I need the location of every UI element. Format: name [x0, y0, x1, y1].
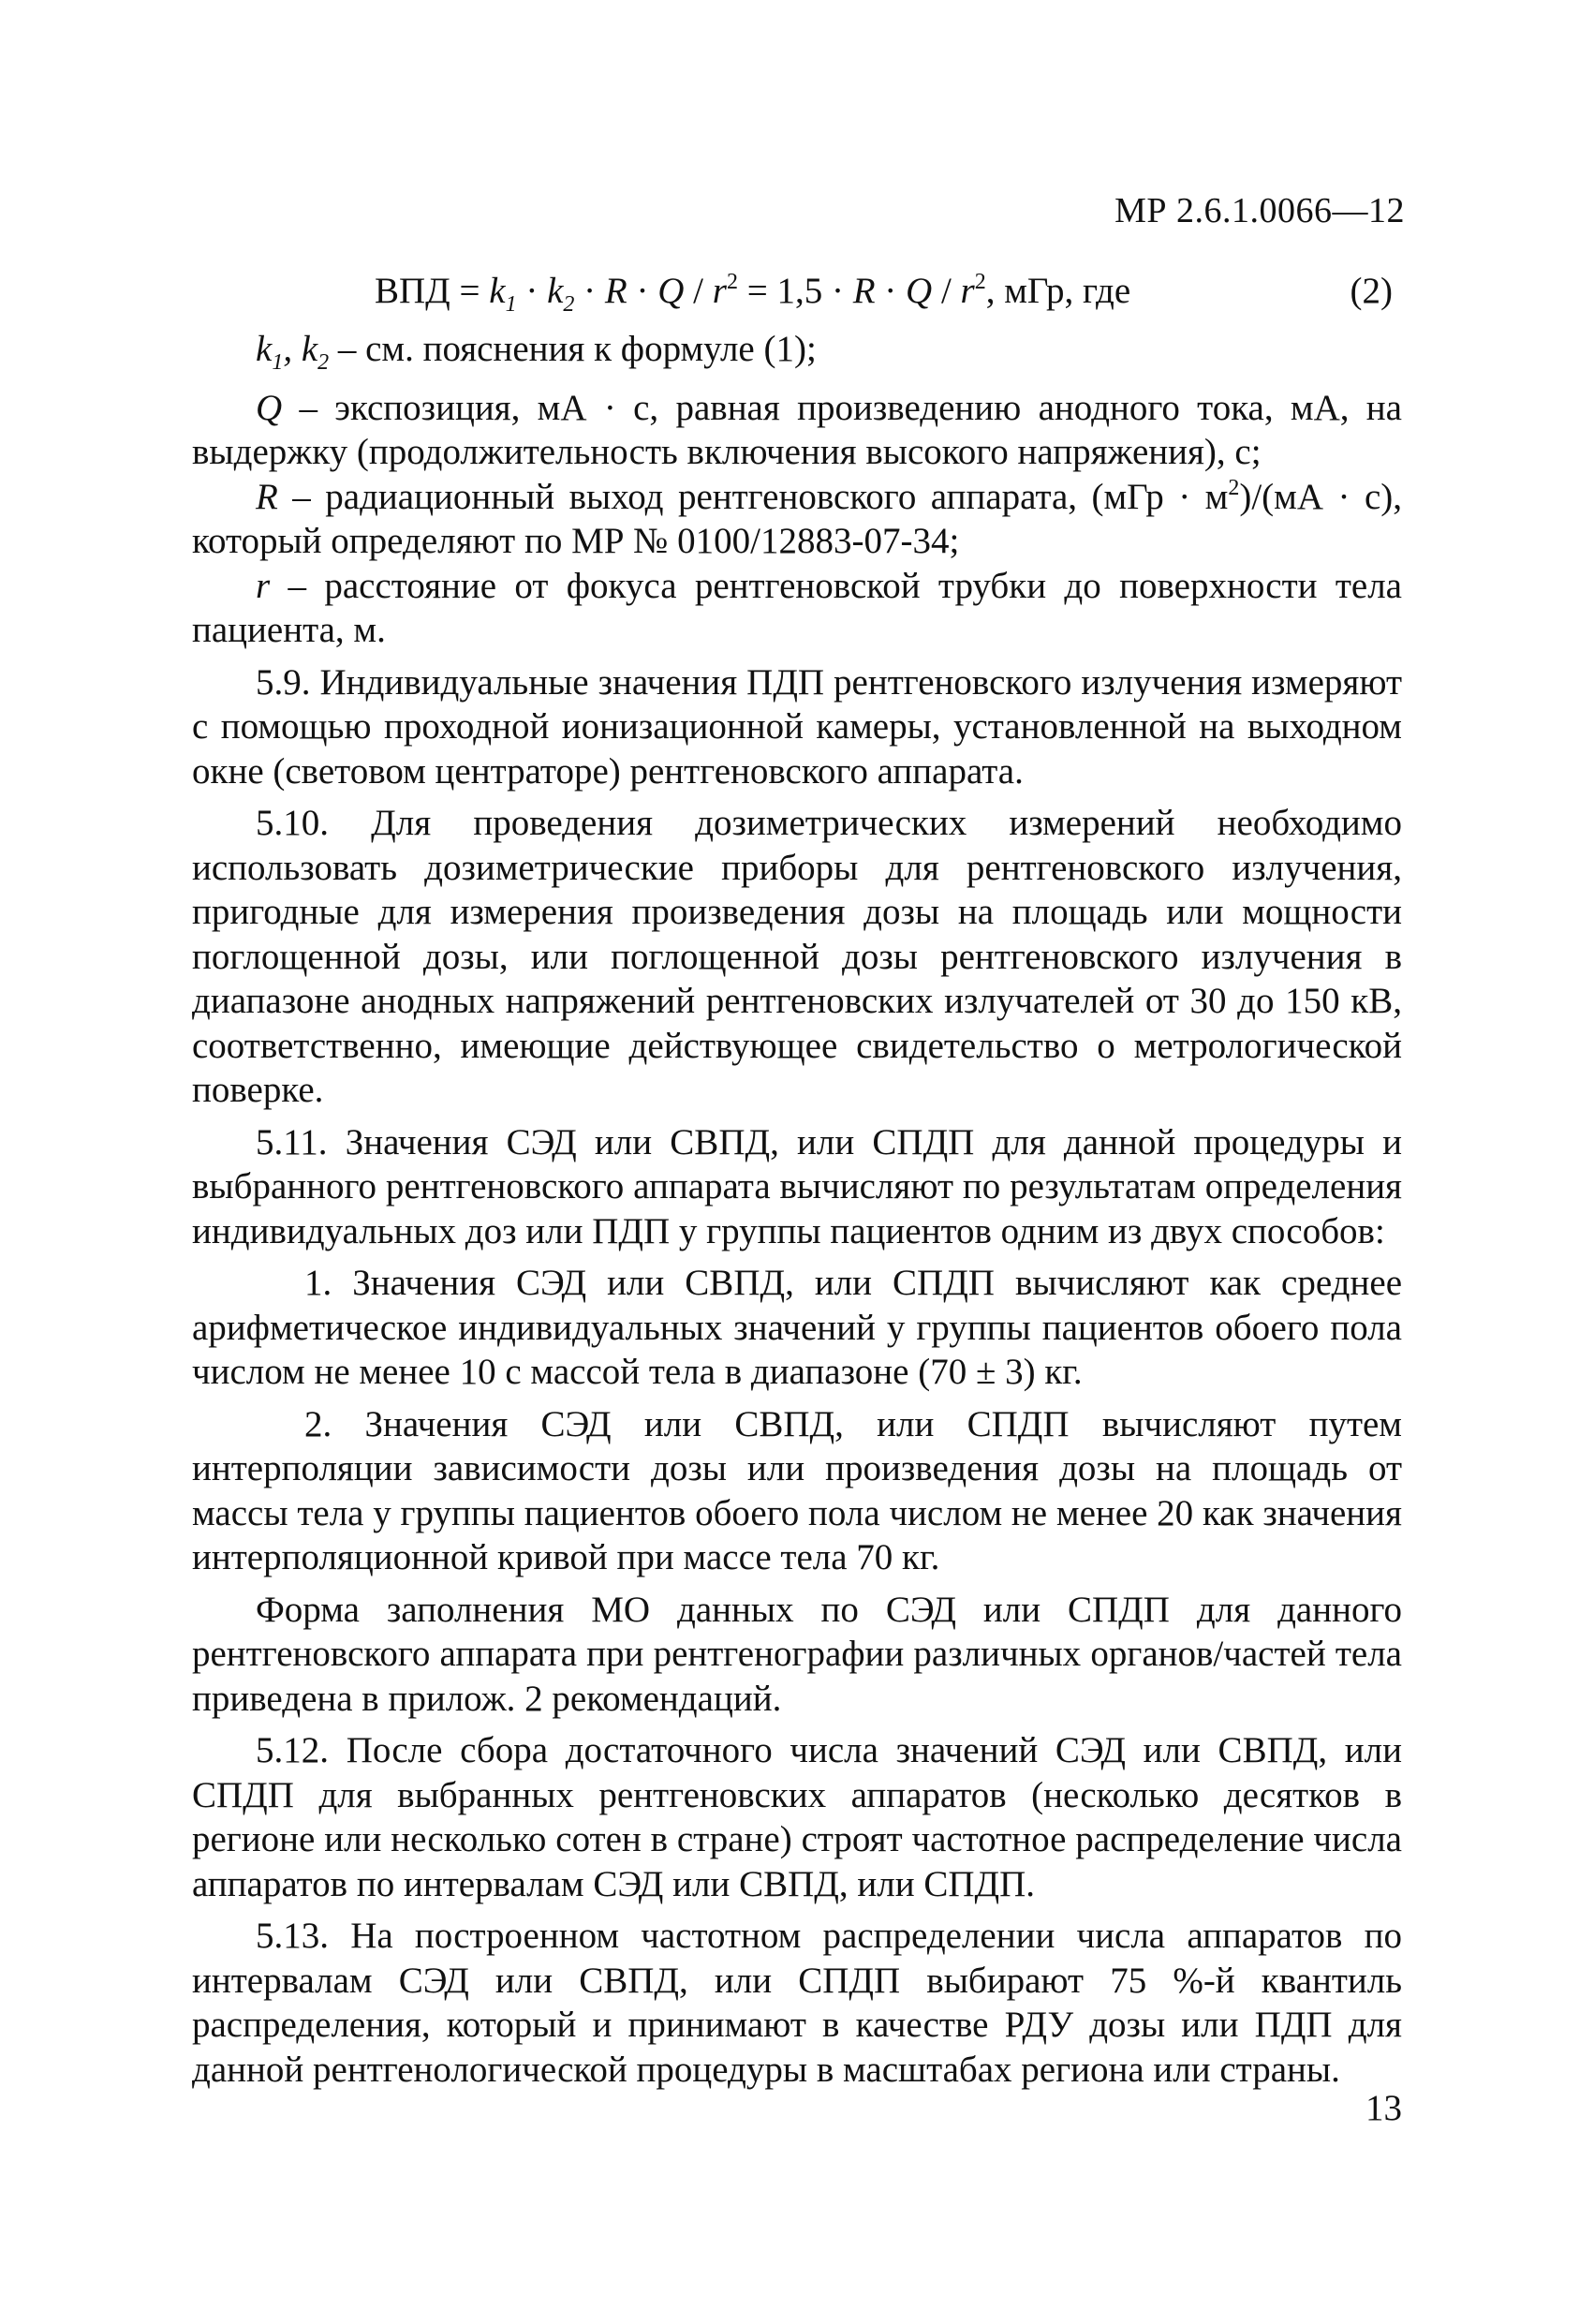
paragraph-5-13: 5.13. На построенном частотном распределении числа аппаратов по интервалам СЭД или СВПД, или СПДП выбирают 75 %-й квантиль распределения, который и принимают в качестве РДУ дозы или ПДП для данной рентгенологической процедуры в масштабах региона или страны. — [192, 1916, 1402, 2090]
formula-lhs: ВПД — [375, 271, 450, 311]
page-number: 13 — [1365, 2088, 1402, 2128]
formula-r2: R — [852, 271, 876, 311]
def-r-text-b: )/(мА · с), который определяют по МР № 0100/12883-07-34; — [192, 476, 1402, 562]
paragraph-5-11: 5.11. Значения СЭД или СВПД, или СПДП для данной процедуры и выбранного рентгеновского аппарата вычисляют по результатам определения индивидуальных доз или ПДП у группы пациентов одним из двух способов: — [192, 1121, 1402, 1251]
def-k-text: – см. пояснения к формуле (1); — [329, 329, 817, 370]
def-q-text: – экспозиция, мА · с, равная произведению анодного тока, мА, на выдержку (продолжительность включения высокого напряжения), с; — [192, 387, 1402, 473]
formula-k2: k — [547, 271, 564, 311]
formula-r1: R — [604, 271, 627, 311]
def-dist-text: – расстояние от фокуса рентгеновской трубки до поверхности тела пациента, м. — [192, 565, 1402, 651]
formula-k2-sub: 2 — [563, 291, 575, 317]
formula-dist2: r — [960, 271, 975, 311]
page-body — [192, 269, 1402, 2092]
def-r-text-sup: 2 — [1228, 475, 1240, 500]
def-q-var: Q — [256, 387, 283, 428]
formula-expression: ВПД = $k_1 \cdot k_2 \cdot R \cdot Q / r^2 = 1,5 \cdot R \cdot Q / r^2$, мГр, где — [375, 270, 1131, 317]
formula-coef: 1,5 — [776, 271, 823, 311]
def-r-var: R — [256, 476, 278, 517]
def-dist-var: r — [256, 565, 271, 606]
def-r-text-a: – радиационный выход рентгеновского аппарата, (мГр · м — [277, 476, 1229, 517]
def-r — [192, 475, 1402, 564]
formula-q1: Q — [657, 271, 685, 311]
formula-number: (2) — [1350, 271, 1393, 311]
paragraph-5-11-method-1: 1. Значения СЭД или СВПД, или СПДП вычисляют как среднее арифметическое индивидуальных значений у группы пациентов обоего пола числом не менее 10 с массой тела в диапазоне (70 ± 3) кг. — [192, 1263, 1402, 1393]
paragraph-5-12: 5.12. После сбора достаточного числа значений СЭД или СВПД, или СПДП для выбранных рентгеновских аппаратов (несколько десятков в регионе или несколько сотен в стране) строят частотное распределение числа аппаратов по интервалам СЭД или СВПД, или СПДП. — [192, 1730, 1402, 1904]
paragraph-form-note: Форма заполнения МО данных по СЭД или СПДП для данного рентгеновского аппарата при рентгенографии различных органов/частей тела приведена в прилож. 2 рекомендаций. — [192, 1589, 1402, 1719]
formula-2 — [375, 269, 1402, 327]
paragraph-5-10: 5.10. Для проведения дозиметрических измерений необходимо использовать дозиметрические приборы для рентгеновского излучения, пригодные для измерения произведения дозы на площадь или мощности поглощенной дозы, или поглощенной дозы рентгеновского излучения в диапазоне анодных напряжений рентгеновских излучателей от 30 до 150 кВ, соответственно, имеющие действующее свидетельство о метрологической поверке. — [192, 803, 1402, 1111]
def-dist — [192, 564, 1402, 653]
def-k-var: $k_1$, $k_2$ — [256, 329, 330, 376]
document-code-header: МР 2.6.1.0066—12 — [1114, 191, 1405, 230]
formula-q2: Q — [906, 271, 933, 311]
formula-dist1: r — [712, 271, 727, 311]
formula-k1-sub: 1 — [505, 291, 517, 317]
formula-k1: k — [489, 271, 506, 311]
paragraph-5-11-method-2: 2. Значения СЭД или СВПД, или СПДП вычисляют путем интерполяции зависимости дозы или произведения дозы на площадь от массы тела у группы пациентов обоего пола числом не менее 20 как значения интерполяционной кривой при массе тела 70 кг. — [192, 1403, 1402, 1578]
def-k — [192, 327, 1402, 385]
paragraph-5-9: 5.9. Индивидуальные значения ПДП рентгеновского излучения измеряют с помощью проходной ионизационной камеры, установленной на выходном окне (световом центраторе) рентгеновского аппарата. — [192, 661, 1402, 792]
formula-unit: , мГр, где — [985, 271, 1131, 311]
def-q — [192, 386, 1402, 475]
